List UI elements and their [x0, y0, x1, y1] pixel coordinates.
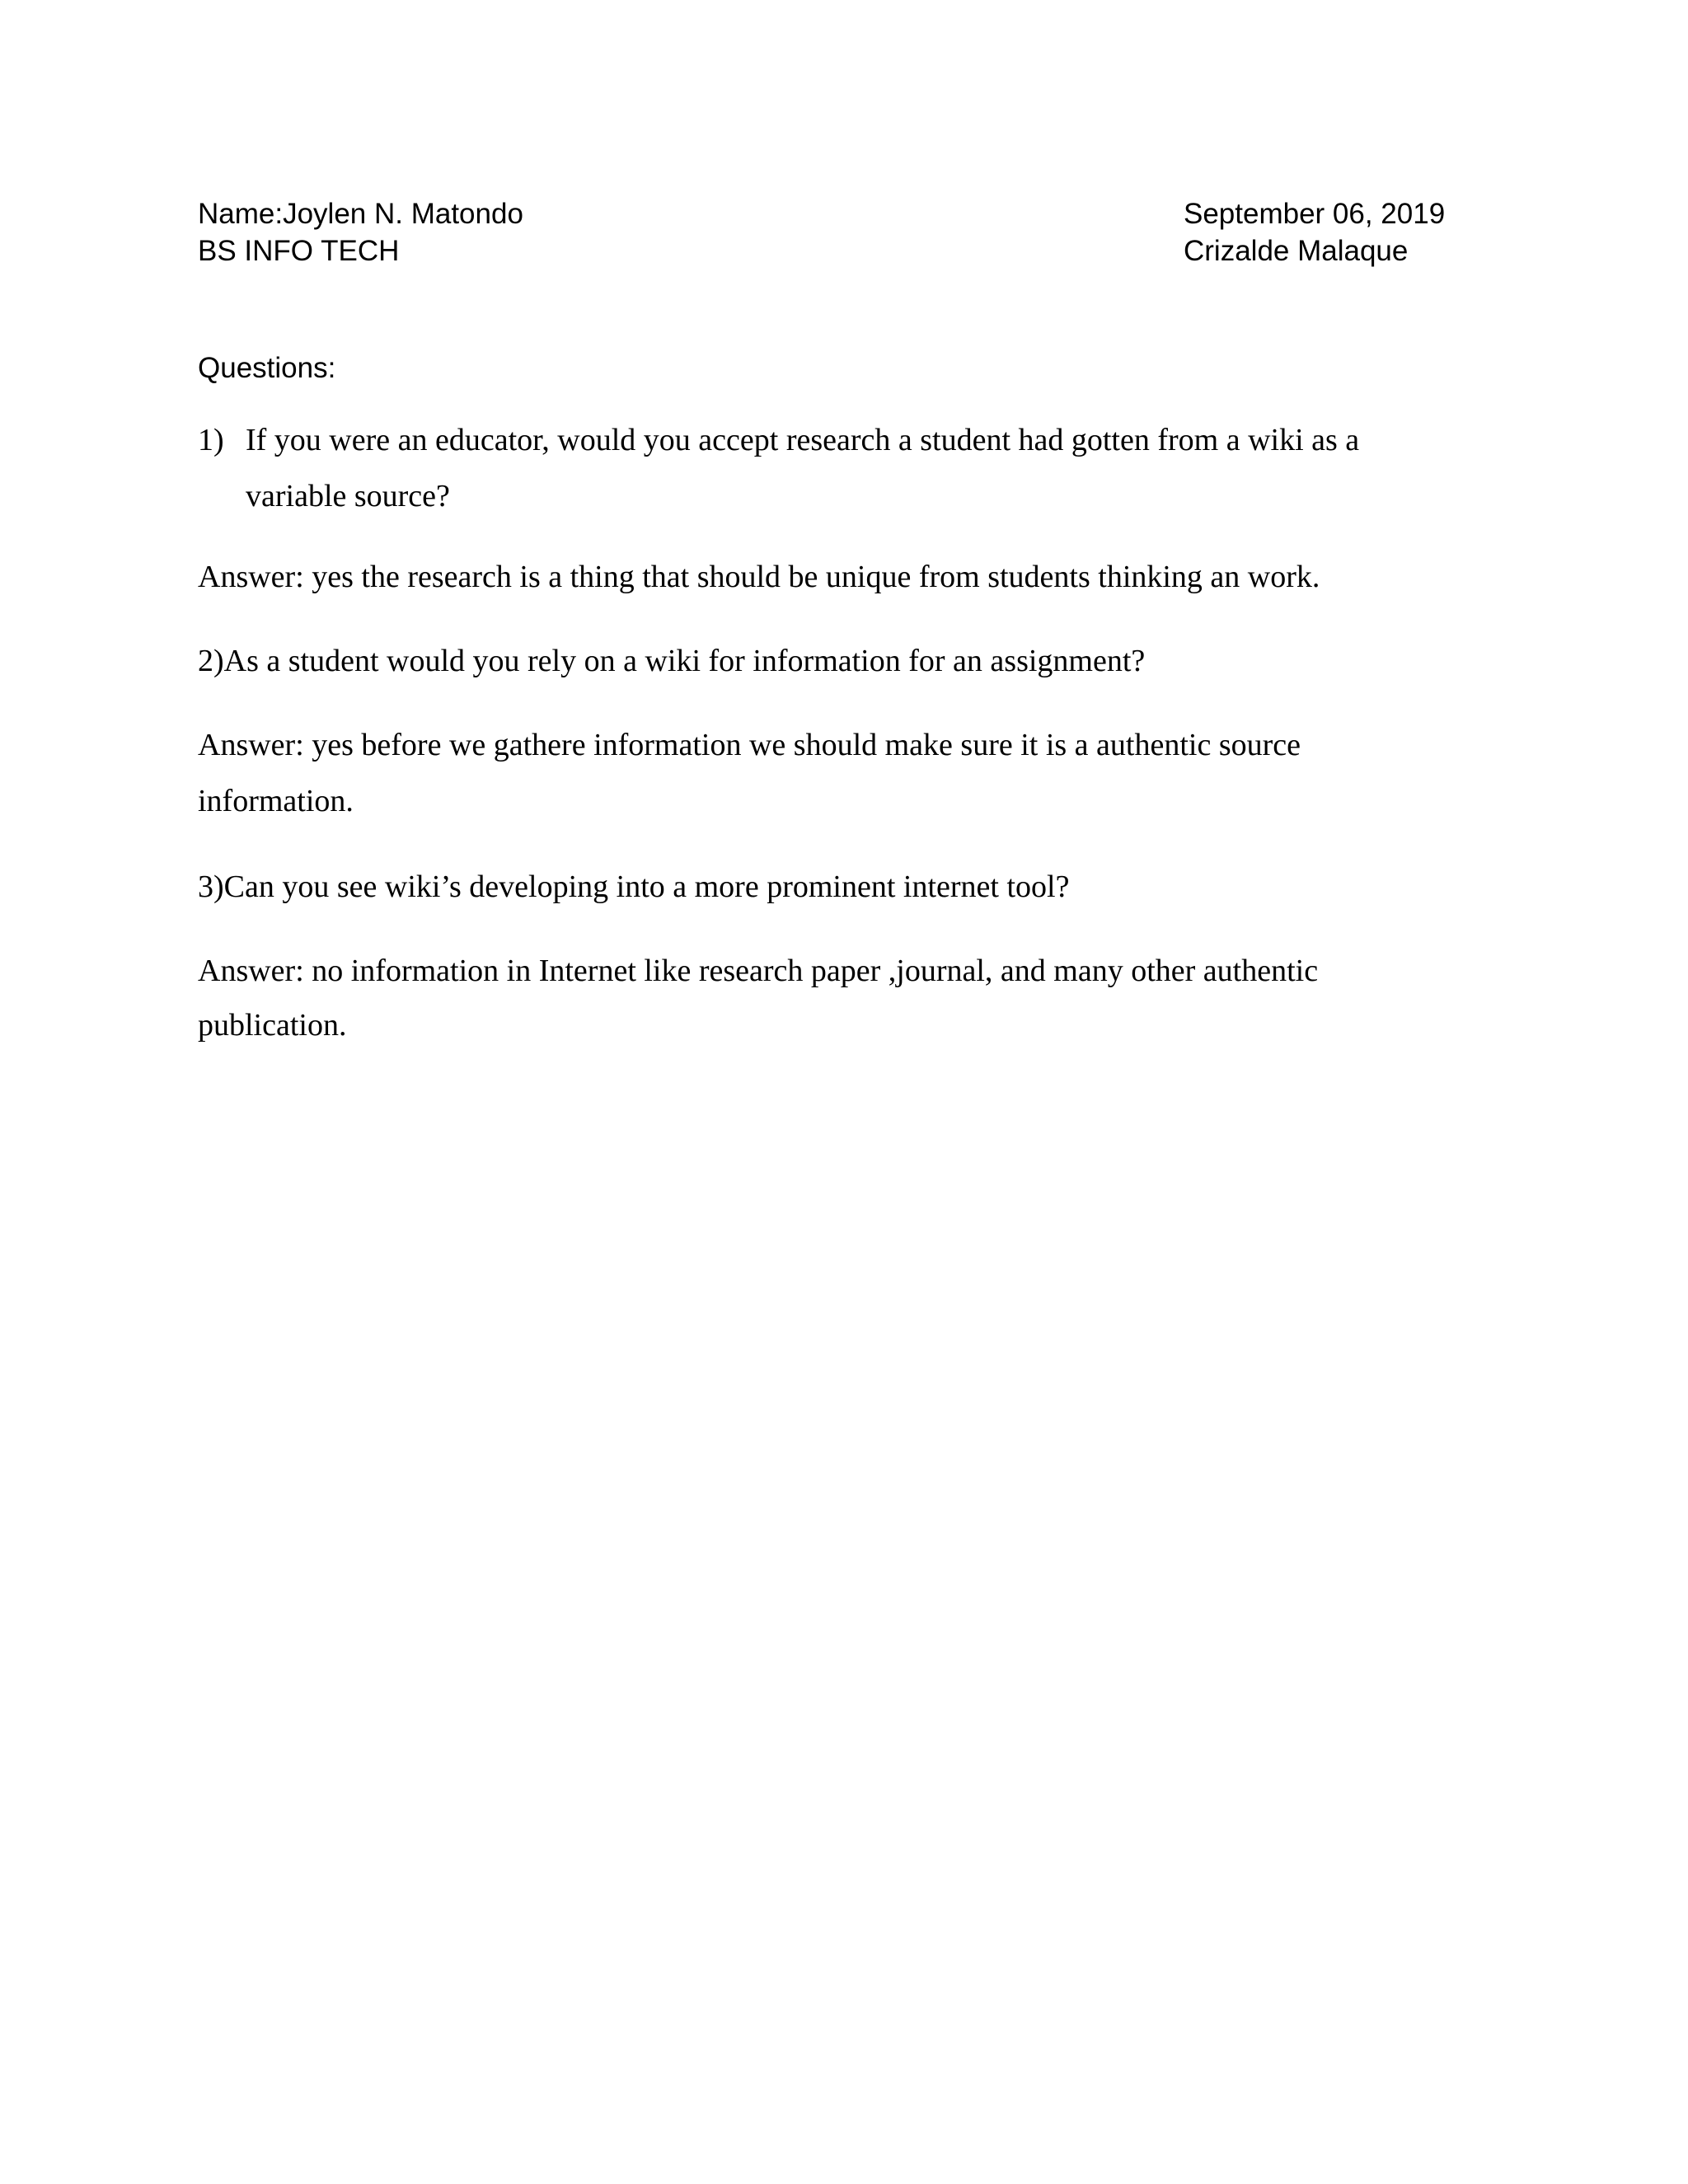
question-1-number: 1)	[198, 423, 224, 457]
student-course: BS INFO TECH	[198, 235, 400, 267]
answer-2-line-1: Answer: yes before we gathere information we should make sure it is a authentic source	[198, 728, 1301, 762]
answer-3-line-1: Answer: no information in Internet like research paper ,journal, and many other authentic	[198, 954, 1319, 988]
student-name: Name:Joylen N. Matondo	[198, 198, 523, 230]
answer-2-line-2: information.	[198, 784, 354, 818]
answer-1-line-1: Answer: yes the research is a thing that should be unique from students thinking an work.	[198, 560, 1320, 594]
question-3-line-1: 3)Can you see wiki’s developing into a more prominent internet tool?	[198, 869, 1070, 904]
question-1-line-1: If you were an educator, would you accept research a student had gotten from a wiki as a	[246, 423, 1360, 457]
question-1-line-2: variable source?	[246, 479, 450, 513]
questions-heading: Questions:	[198, 352, 336, 384]
instructor-name: Crizalde Malaque	[1184, 235, 1409, 267]
question-2-line-1: 2)As a student would you rely on a wiki for information for an assignment?	[198, 644, 1146, 678]
document-date: September 06, 2019	[1184, 198, 1446, 230]
answer-3-line-2: publication.	[198, 1008, 347, 1043]
